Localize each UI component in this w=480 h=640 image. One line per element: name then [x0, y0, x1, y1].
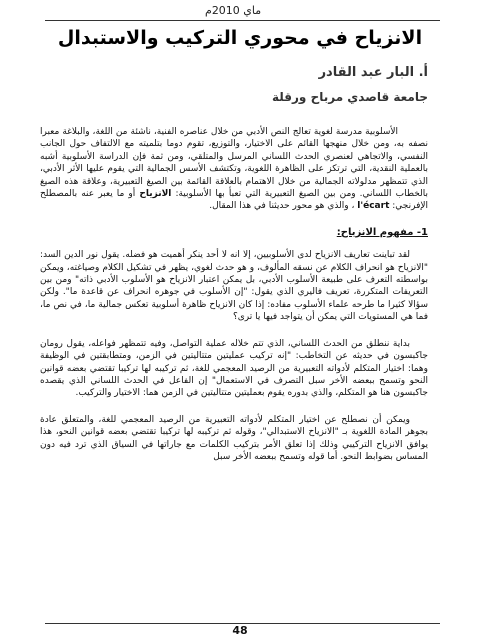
definition-paragraph: لقد تباينت تعاريف الانزياح لدى الأسلوبيين، إلا انه لا أحد ينكر أهميت هو فضله. يقول نور الدين السد: "الانزياح هو انحراف الكلام عن نسقه المألوف، و هو حدث لغوي، يظهر في تشكيل الكلام وصياغته، ويمكن بواسطته التعرف على طبيعة الأسلوب الأدبي، بل يمكن اعتبار الانزياح هو الأسلوب الأدبي ذاته" ومن بين التعريفات المتكررة، تعريف فاليري الذي يقول: "إن الأسلوب في جوهره انحراف عن قاعدة ما". ولكن سؤالا كثيرا ما طرحه علماء الأسلوب مفاده: إذا كان الانزياح ظاهرة أسلوبية تعكس جمالية ما، في نص ما، فما هي المستويات التي يمكن أن يتواجد فيها يا ترى؟	[40, 250, 428, 323]
issue-date: ماي 2010م	[205, 4, 262, 17]
article-body	[40, 126, 428, 477]
intro-text-end: ، والذي هو محور حديثنا في هذا المقال.	[209, 201, 355, 212]
linguistic-event-paragraph: بداية ننطلق من الحدث اللساني، الذي تتم خلاله عملية التواصل، وفيه تتمظهر فواعله، يقول رومان جاكبسون في حديثه عن التخاطب: "إنه تركيب عمليتين متتاليتين في الزمن، ومتطابقتين في الوظيفة وهما: اختيار المتكلم لأدواته التعبيرية من الرصيد المعجمي للغة، ثم تركيبه لها تركيبا تقتضي بعضه قوانين النحو وتسمح ببعضه الأخر سبل التصرف في الاستعمال" إن الفاعل في الحدث اللساني الذي يقصده جاكبسون هنا هو المتكلم، والذي بدوره يقوم بعمليتين متتاليتين في الزمن هما: الاختيار والتركيب.	[40, 338, 428, 399]
intro-text: الأسلوبية مدرسة لغوية تعالج النص الأدبي من خلال عناصره الفنية، ناشئة من اللغة، والبلاغة معبرا نصفه به، ومن خلال منهجها القائم على الاختيار، والتوزيع، تقوم دوما بتلميته مع الالتفاف حول الجانب النفسي، والاتجاهي لعنصري الحدث اللساني المرسل والمتلقي، ومن ثمة فإن الدراسة الأسلوبية أشبه بالعملية النقدية، التي ترتكز على الظاهرة اللغوية، وتكتشف الأسس الجمالية التي يقوم عليها الأثر الأدبي، الذي تتمظهر مدلولاته الجمالية من خلال الاهتمام بالعلاقة القائمة بين الصيغ التعبيرية، وعلاقة هذه الصيغ بالخطاب اللساني. ومن بين الصيغ التعبيرية التي تعبأ بها الأسلوبية:	[40, 127, 428, 200]
page-number: 48	[232, 624, 248, 637]
intro-paragraph	[40, 126, 428, 213]
latin-term: l'écart	[357, 201, 390, 212]
section-heading: 1- مفهوم الانزياح:	[336, 226, 428, 238]
terminology-paragraph: ويمكن أن نصطلح عن اختيار المتكلم لأدواته التعبيرية من الرصيد المعجمي للغة، والمتعلق عادة بجوهر المادة اللغوية بـ "الانزياح الاستبدالي"، وقوله ثم تركيبه لها تركيبا تقتضي بعضه قوانين النحو، هذا يوافق الانزياح التركيبي وذلك إذا تعلق الأمر بتركيب الكلمات مع جاراتها في السياق الذي ترد فيه دون المساس بضوابط النحو. أما قوله وتسمح ببعضه الأخر سبل	[40, 414, 428, 462]
article-title: الانزياح في محوري التركيب والاستبدال	[57, 27, 423, 49]
intro-text-cont: أو ما يعبر عنه بالمصطلح الإفرنجي:	[40, 189, 428, 212]
key-term: الانزياح	[139, 189, 172, 200]
author-name: أ. البار عبد القادر	[318, 65, 428, 80]
author-affiliation: جامعة قاصدي مرباح ورقلة	[271, 90, 428, 104]
header-divider	[45, 20, 440, 21]
